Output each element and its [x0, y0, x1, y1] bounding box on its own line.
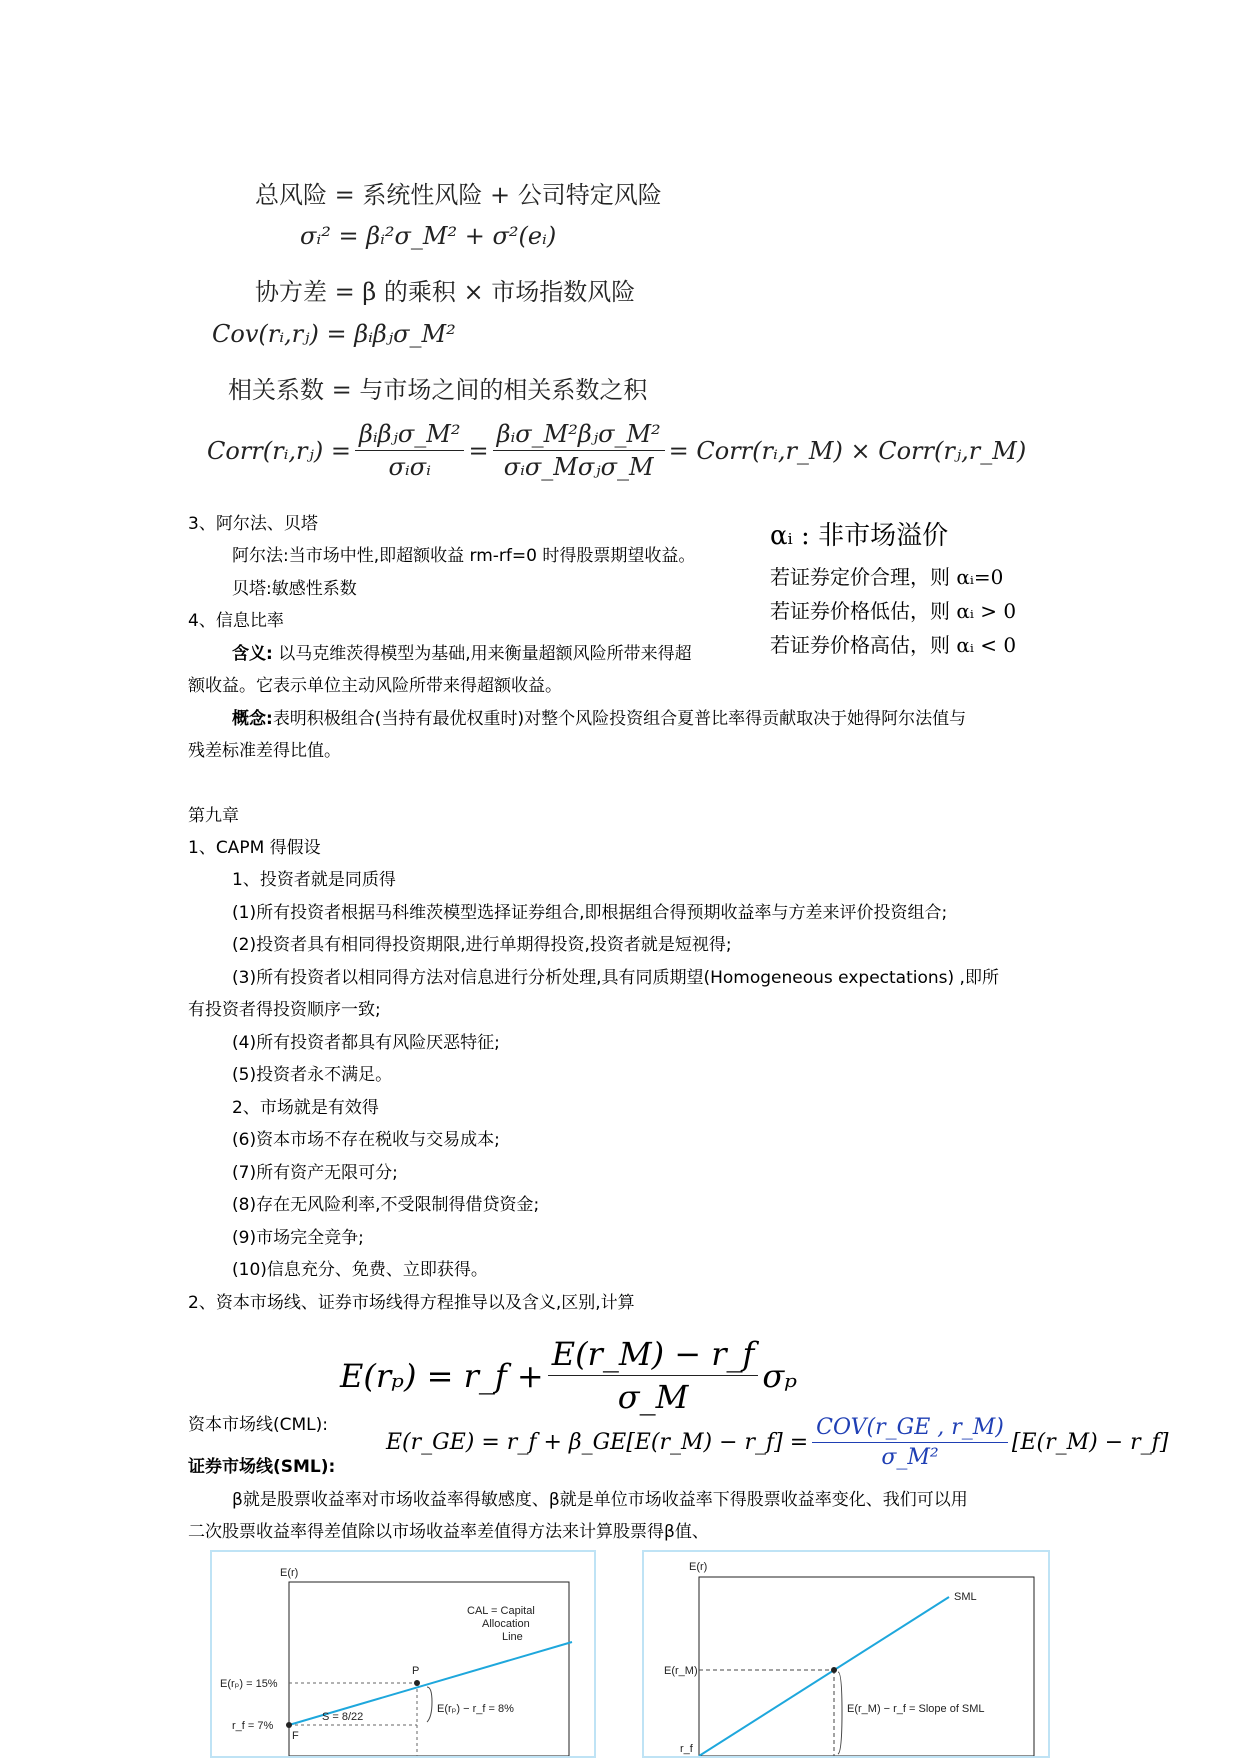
sml-frame — [699, 1577, 1034, 1756]
a2-item-9: (9)市场完全竞争; — [232, 1228, 364, 1248]
a1-item-2: (2)投资者具有相同得投资期限,进行单期得投资,投资者就是短视得; — [232, 935, 732, 955]
cml-numerator: E(r_M) − r_f — [548, 1335, 759, 1376]
sml-denominator: σ_M² — [881, 1445, 939, 1470]
total-risk-line: 总风险 = 系统性风险 + 公司特定风险 — [255, 181, 662, 209]
concept-line-1 — [232, 707, 966, 731]
meaning-line-1 — [232, 642, 692, 666]
meaning-label: 含义: — [232, 644, 273, 664]
cml-lhs: E(rₚ) = r_f + — [340, 1356, 544, 1395]
corr-frac2-num: βᵢσ_M²βⱼσ_M² — [493, 420, 665, 451]
corr-formula — [207, 420, 1026, 481]
alpha-row-undervalued: 若证券价格低估，则 αᵢ > 0 — [770, 599, 1017, 623]
q2-heading: 2、资本市场线、证券市场线得方程推导以及含义,区别,计算 — [188, 1293, 635, 1313]
cal-erp-label: E(rₚ) = 15% — [220, 1678, 278, 1690]
sml-fraction — [812, 1415, 1008, 1470]
corr-frac1-den: σᵢσᵢ — [388, 453, 431, 481]
sml-formula — [386, 1415, 1168, 1470]
alpha-row-fair: 若证券定价合理，则 αᵢ=0 — [770, 565, 1004, 589]
cml-fraction — [548, 1335, 759, 1416]
cal-f-label: F — [292, 1730, 299, 1742]
cal-point-f — [286, 1722, 292, 1728]
cal-point-p — [414, 1680, 420, 1686]
alpha-title: αᵢ : 非市场溢价 — [770, 521, 949, 551]
sml-line-label: SML — [954, 1591, 977, 1603]
alpha-definition: 阿尔法:当市场中性,即超额收益 rm-rf=0 时得股票期望收益。 — [232, 546, 696, 566]
sml-rf-label: r_f — [680, 1743, 693, 1755]
cal-p-label: P — [412, 1665, 420, 1677]
a2-item-10: (10)信息充分、免费、立即获得。 — [232, 1260, 488, 1280]
sml-slope-label: E(r_M) − r_f = Slope of SML — [847, 1703, 985, 1715]
cml-label: 资本市场线(CML): — [188, 1415, 329, 1435]
variance-formula: σᵢ² = βᵢ²σ_M² + σ²(eᵢ) — [300, 222, 557, 250]
a1-item-3-cont: 有投资者得投资顺序一致; — [188, 1000, 381, 1020]
a1-item-3: (3)所有投资者以相同得方法对信息进行分析处理,具有同质期望(Homogeneous expectations) ,即所 — [232, 968, 999, 988]
meaning-text-1: 以马克维茨得模型为基础,用来衡量超额风险所带来得超 — [272, 644, 692, 664]
concept-text-1: 表明积极组合(当持有最优权重时)对整个风险投资组合夏普比率得贡献取决于她得阿尔法值与 — [272, 709, 967, 729]
cal-slope-label: S = 8/22 — [322, 1711, 364, 1723]
sml-figure — [642, 1550, 1050, 1758]
corr-equals: = — [468, 436, 489, 465]
corr-frac1-num: βᵢβⱼσ_M² — [355, 420, 465, 451]
sml-erm-label: E(r_M) — [664, 1665, 698, 1677]
a1-item-4: (4)所有投资者都具有风险厌恶特征; — [232, 1033, 500, 1053]
cal-rf-label: r_f = 7% — [232, 1720, 274, 1732]
corr-fraction-1 — [355, 420, 465, 481]
a2-item-8: (8)存在无风险利率,不受限制得借贷资金; — [232, 1195, 540, 1215]
a1-item-1: (1)所有投资者根据马科维茨模型选择证券组合,即根据组合得预期收益率与方差来评价投资组合; — [232, 903, 948, 923]
sml-chart-svg — [644, 1552, 1048, 1756]
a2-heading: 2、市场就是有效得 — [232, 1098, 379, 1118]
section3-heading: 3、阿尔法、贝塔 — [188, 514, 318, 534]
sml-line — [699, 1597, 949, 1756]
a1-item-5: (5)投资者永不满足。 — [232, 1065, 393, 1085]
alpha-panel — [770, 515, 1070, 662]
chapter-title: 第九章 — [188, 806, 239, 826]
concept-text-2: 残差标准差得比值。 — [188, 741, 341, 761]
cal-excess-label: E(rₚ) − r_f = 8% — [437, 1703, 514, 1715]
corr-fraction-2 — [493, 420, 665, 481]
beta-paragraph-2: 二次股票收益率得差值除以市场收益率差值得方法来计算股票得β值、 — [188, 1522, 709, 1542]
a2-item-6: (6)资本市场不存在税收与交易成本; — [232, 1130, 500, 1150]
cal-chart-svg — [212, 1552, 594, 1756]
q1-heading: 1、CAPM 得假设 — [188, 838, 321, 858]
covariance-line: 协方差 = β 的乘积 × 市场指数风险 — [255, 278, 636, 306]
cal-brace — [427, 1687, 432, 1722]
cml-formula — [340, 1335, 797, 1416]
a1-heading: 1、投资者就是同质得 — [232, 870, 396, 890]
cal-legend-2: Allocation — [482, 1618, 530, 1630]
a2-item-7: (7)所有资产无限可分; — [232, 1163, 398, 1183]
corr-frac2-den: σᵢσ_Mσⱼσ_M — [503, 453, 654, 481]
sml-y-axis-label: E(r) — [689, 1561, 708, 1573]
sml-numerator: COV(r_GE , r_M) — [812, 1415, 1008, 1443]
beta-definition: 贝塔:敏感性系数 — [232, 579, 357, 599]
cal-figure — [210, 1550, 596, 1758]
cal-legend-3: Line — [502, 1631, 523, 1643]
sml-market-point — [831, 1667, 837, 1673]
cal-legend-1: CAL = Capital — [467, 1605, 535, 1617]
cal-y-axis-label: E(r) — [280, 1567, 299, 1579]
section4-heading: 4、信息比率 — [188, 611, 284, 631]
correlation-line: 相关系数 = 与市场之间的相关系数之积 — [228, 376, 648, 404]
alpha-row-overvalued: 若证券价格高估，则 αᵢ < 0 — [770, 633, 1017, 657]
cml-tail: σₚ — [762, 1356, 798, 1395]
beta-paragraph-1: β就是股票收益率对市场收益率得敏感度、β就是单位市场收益率下得股票收益率变化、我们可以用 — [232, 1490, 968, 1510]
sml-tail: [E(r_M) − r_f] — [1011, 1430, 1169, 1455]
sml-label: 证券市场线(SML): — [188, 1457, 336, 1477]
corr-left: Corr(rᵢ,rⱼ) = — [207, 436, 351, 465]
cov-formula: Cov(rᵢ,rⱼ) = βᵢβⱼσ_M² — [212, 320, 456, 348]
meaning-text-2: 额收益。它表示单位主动风险所带来得超额收益。 — [188, 676, 562, 696]
corr-right: = Corr(rᵢ,r_M) × Corr(rⱼ,r_M) — [668, 436, 1027, 465]
concept-label: 概念: — [232, 709, 273, 729]
cml-denominator: σ_M — [617, 1378, 689, 1416]
sml-lhs: E(r_GE) = r_f + β_GE[E(r_M) − r_f] = — [386, 1430, 809, 1455]
sml-brace — [838, 1672, 842, 1754]
